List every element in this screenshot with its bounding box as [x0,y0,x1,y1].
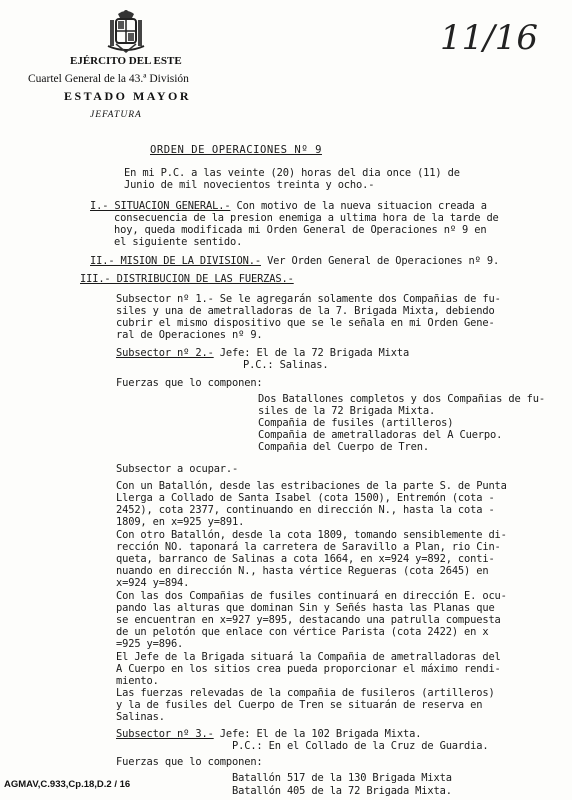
subsector-3-pc: P.C.: En el Collado de la Cruz de Guardia. [232,740,489,752]
section-1-line-1: Con motivo de la nueva situacion creada a [230,200,487,212]
subsector-3-force-1: Batallón 517 de la 130 Brigada Mixta [232,772,452,784]
section-2-text: Ver Orden General de Operaciones nº 9. [260,255,500,267]
subsector-2-ocupar-line-17: miento. [116,675,159,687]
command-title: JEFATURA [90,110,142,120]
section-1 [90,201,487,213]
section-1-line-4: el siguiente sentido. [114,236,243,248]
subsector-2-ocupar-line-1: Con un Batallón, desde las estribaciones de la parte S. de Punta [116,480,507,492]
archive-reference: AGMAV,C.933,Cp.18,D.2 / 16 [4,779,131,790]
section-2 [90,256,499,268]
subsector-1-line-1: Se le agregarán solamente dos Compañias de fu- [213,293,501,305]
section-3-label: III.- DISTRIBUCION DE LAS FUERZAS.- [80,273,294,285]
section-1-line-3: hoy, queda modificada mi Orden General de Operaciones nº 9 en [114,224,487,236]
subsector-3-label: Subsector nº 3.- [116,728,214,740]
handwritten-page-number: 11/16 [440,18,538,58]
subsector-3-force-2: Batallón 405 de la 72 Brigada Mixta. [232,785,452,797]
subsector-2-ocupar-line-19: y la de fusiles del Cuerpo de Tren se situarán de reserva en [116,699,483,711]
subsector-2-ocupar-line-13: de un pelotón que enlace con vértice Parista (cota 2422) en x [116,626,489,638]
subsector-2-label: Subsector nº 2.- [116,347,214,359]
headquarters-name: Cuartel General de la 43.ª División [28,73,189,85]
subsector-2-ocupar-line-15: El Jefe de la Brigada situará la Compañia de ametralladoras del [116,651,501,663]
staff-title: ESTADO MAYOR [64,89,192,103]
intro-line-2: Junio de mil novecientos treinta y ocho.- [124,179,375,191]
subsector-2-ocupar-line-10: Con las dos Compañias de fusiles continuará en dirección E. ocu- [116,590,507,602]
subsector-2-ocupar-line-4: 1809, en x=925 y=891. [116,516,245,528]
subsector-2-force-4: Compañia de ametralladoras del A Cuerpo. [258,429,503,441]
subsector-2-pc: P.C.: Salinas. [243,359,329,371]
subsector-2-ocupar-line-18: Las fuerzas relevadas de la compañia de fusileros (artilleros) [116,687,495,699]
section-2-label: II.- MISION DE LA DIVISION.- [90,255,261,267]
subsector-2-ocupar-line-9: x=924 y=894. [116,577,190,589]
subsector-3 [116,729,421,741]
subsector-2-ocupar-line-14: =925 y=896. [116,638,184,650]
subsector-2-ocupar-line-2: Llerga a Collado de Santa Isabel (cota 1500), Entremón (cota - [116,492,495,504]
coat-of-arms-icon [104,8,148,56]
subsector-2-force-3: Compañia de fusiles (artilleros) [258,417,454,429]
intro-line-1: En mi P.C. a las veinte (20) horas del dia once (11) de [124,167,460,179]
subsector-2-ocupar-line-11: pando las alturas que dominan Sin y Señés hasta las Planas que [116,602,495,614]
subsector-3-fuerzas-label: Fuerzas que lo componen: [116,756,263,768]
subsector-2-ocupar-line-7: queta, barranco de Salinas a cota 1664, en x=924 y=892, conti- [116,553,495,565]
subsector-2-fuerzas-label: Fuerzas que lo componen: [116,377,263,389]
subsector-2-force-1: Dos Batallones completos y dos Compañias de fu- [258,393,545,405]
subsector-2-ocupar-line-16: A Cuerpo en los sitios crea pueda proporcionar el máximo rendi- [116,663,501,675]
army-name: EJÉRCITO DEL ESTE [70,55,182,67]
section-1-line-2: consecuencia de la presion enemiga a ultima hora de la tarde de [114,212,499,224]
section-1-label: I.- SITUACION GENERAL.- [90,200,231,212]
document-title: ORDEN DE OPERACIONES Nº 9 [150,144,322,156]
subsector-2-jefe: Jefe: El de la 72 Brigada Mixta [213,347,410,359]
subsector-3-jefe: Jefe: El de la 102 Brigada Mixta. [213,728,422,740]
subsector-2 [116,348,409,360]
subsector-2-ocupar-line-6: rección NO. taponará la carretera de Saravillo a Plan, rio Cin- [116,541,501,553]
subsector-2-force-2: siles de la 72 Brigada Mixta. [258,405,436,417]
subsector-2-ocupar-line-20: Salinas. [116,711,165,723]
subsector-1-line-3: cubrir el mismo dispositivo que se le señala en mi Orden Gene- [116,317,495,329]
subsector-2-ocupar-line-5: Con otro Batallón, desde la cota 1809, tomando sensiblemente di- [116,529,507,541]
subsector-2-ocupar-label: Subsector a ocupar.- [116,463,239,475]
subsector-2-ocupar-line-12: se encuentran en x=927 y=895, destacando una patrulla compuesta [116,614,501,626]
subsector-1-line-4: ral de Operaciones nº 9. [116,329,263,341]
subsector-1 [116,294,501,306]
subsector-2-force-5: Compañia del Cuerpo de Tren. [258,441,429,453]
subsector-1-line-2: siles y una de ametralladoras de la 7. Brigada Mixta, debiendo [116,305,495,317]
subsector-2-ocupar-line-8: nuando en dirección N., hasta vértice Regueras (cota 2645) en [116,565,489,577]
subsector-1-label: Subsector nº 1.- [116,293,214,305]
subsector-2-ocupar-line-3: 2452), cota 2377, continuando en dirección N., hasta la cota - [116,504,495,516]
